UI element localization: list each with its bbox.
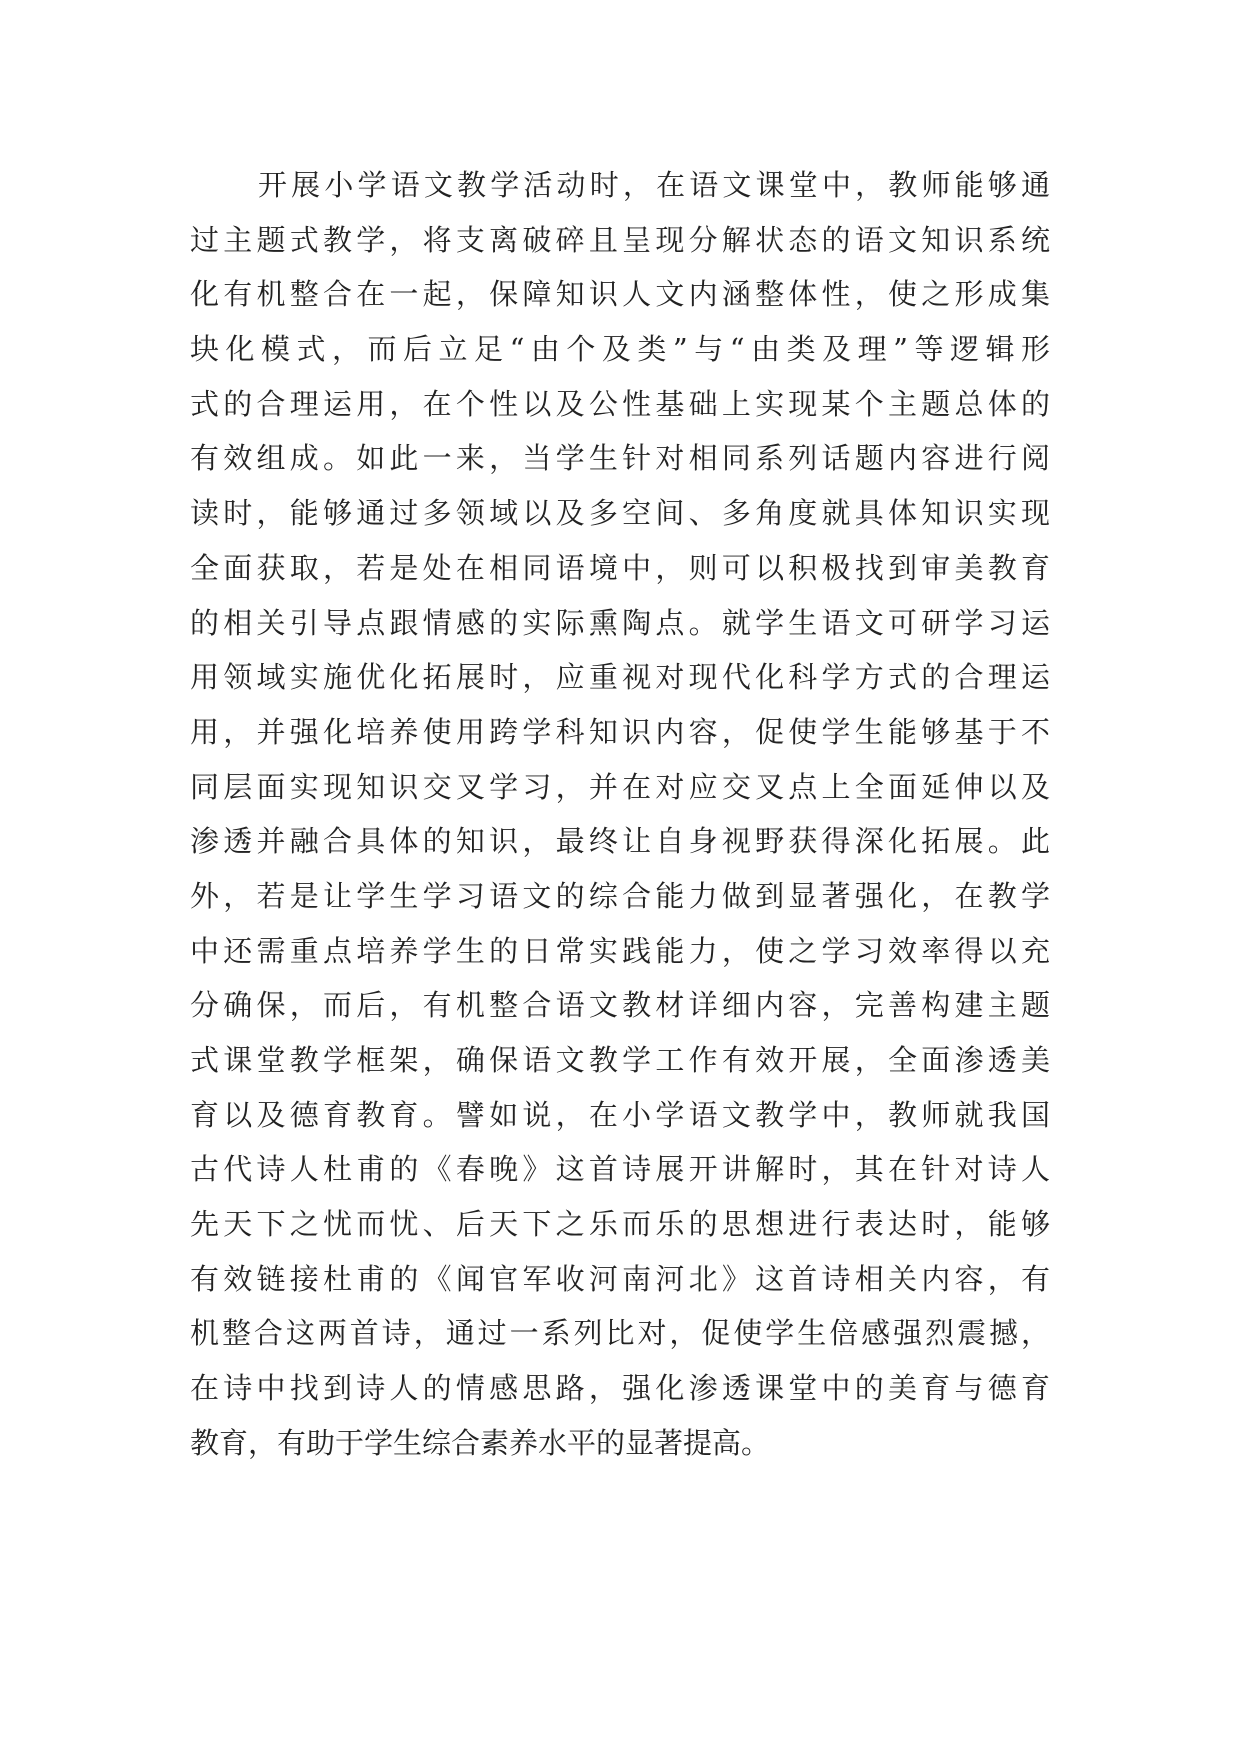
paragraph-line: 有效组成。如此一来，当学生针对相同系列话题内容进行阅 bbox=[190, 441, 1050, 476]
paragraph-line: 式的合理运用，在个性以及公性基础上实现某个主题总体的 bbox=[190, 386, 1050, 421]
paragraph-line: 古代诗人杜甫的《春晚》这首诗展开讲解时，其在针对诗人 bbox=[190, 1152, 1050, 1187]
paragraph-line: 先天下之忧而忧、后天下之乐而乐的思想进行表达时，能够 bbox=[190, 1207, 1050, 1242]
paragraph-line: 机整合这两首诗，通过一系列比对，促使学生倍感强烈震撼， bbox=[190, 1316, 1050, 1351]
paragraph-line: 教育，有助于学生综合素养水平的显著提高。 bbox=[190, 1425, 771, 1460]
paragraph-line: 块化模式，而后立足“由个及类”与“由类及理”等逻辑形 bbox=[190, 332, 1050, 367]
paragraph-line: 用，并强化培养使用跨学科知识内容，促使学生能够基于不 bbox=[190, 714, 1050, 749]
paragraph-line: 读时，能够通过多领域以及多空间、多角度就具体知识实现 bbox=[190, 496, 1050, 531]
paragraph-line: 用领域实施优化拓展时，应重视对现代化科学方式的合理运 bbox=[190, 660, 1050, 695]
paragraph-line: 过主题式教学，将支离破碎且呈现分解状态的语文知识系统 bbox=[190, 222, 1050, 257]
paragraph-line: 式课堂教学框架，确保语文教学工作有效开展，全面渗透美 bbox=[190, 1043, 1050, 1077]
paragraph-line: 中还需重点培养学生的日常实践能力，使之学习效率得以充 bbox=[190, 933, 1050, 968]
paragraph-line: 开展小学语文教学活动时，在语文课堂中，教师能够通 bbox=[258, 168, 1050, 202]
paragraph-line: 分确保，而后，有机整合语文教材详细内容，完善构建主题 bbox=[190, 988, 1050, 1023]
paragraph-line: 的相关引导点跟情感的实际熏陶点。就学生语文可研学习运 bbox=[190, 605, 1050, 640]
paragraph-line: 全面获取，若是处在相同语境中，则可以积极找到审美教育 bbox=[190, 550, 1050, 585]
paragraph-line: 外，若是让学生学习语文的综合能力做到显著强化，在教学 bbox=[190, 878, 1050, 913]
body-paragraph bbox=[190, 158, 1050, 1471]
paragraph-line: 在诗中找到诗人的情感思路，强化渗透课堂中的美育与德育 bbox=[190, 1371, 1050, 1406]
paragraph-line: 渗透并融合具体的知识，最终让自身视野获得深化拓展。此 bbox=[190, 824, 1050, 859]
paragraph-line: 育以及德育教育。譬如说，在小学语文教学中，教师就我国 bbox=[190, 1097, 1050, 1132]
paragraph-line: 同层面实现知识交叉学习，并在对应交叉点上全面延伸以及 bbox=[190, 769, 1050, 804]
paragraph-line: 化有机整合在一起，保障知识人文内涵整体性，使之形成集 bbox=[190, 277, 1050, 312]
paragraph-line: 有效链接杜甫的《闻官军收河南河北》这首诗相关内容，有 bbox=[190, 1261, 1050, 1296]
